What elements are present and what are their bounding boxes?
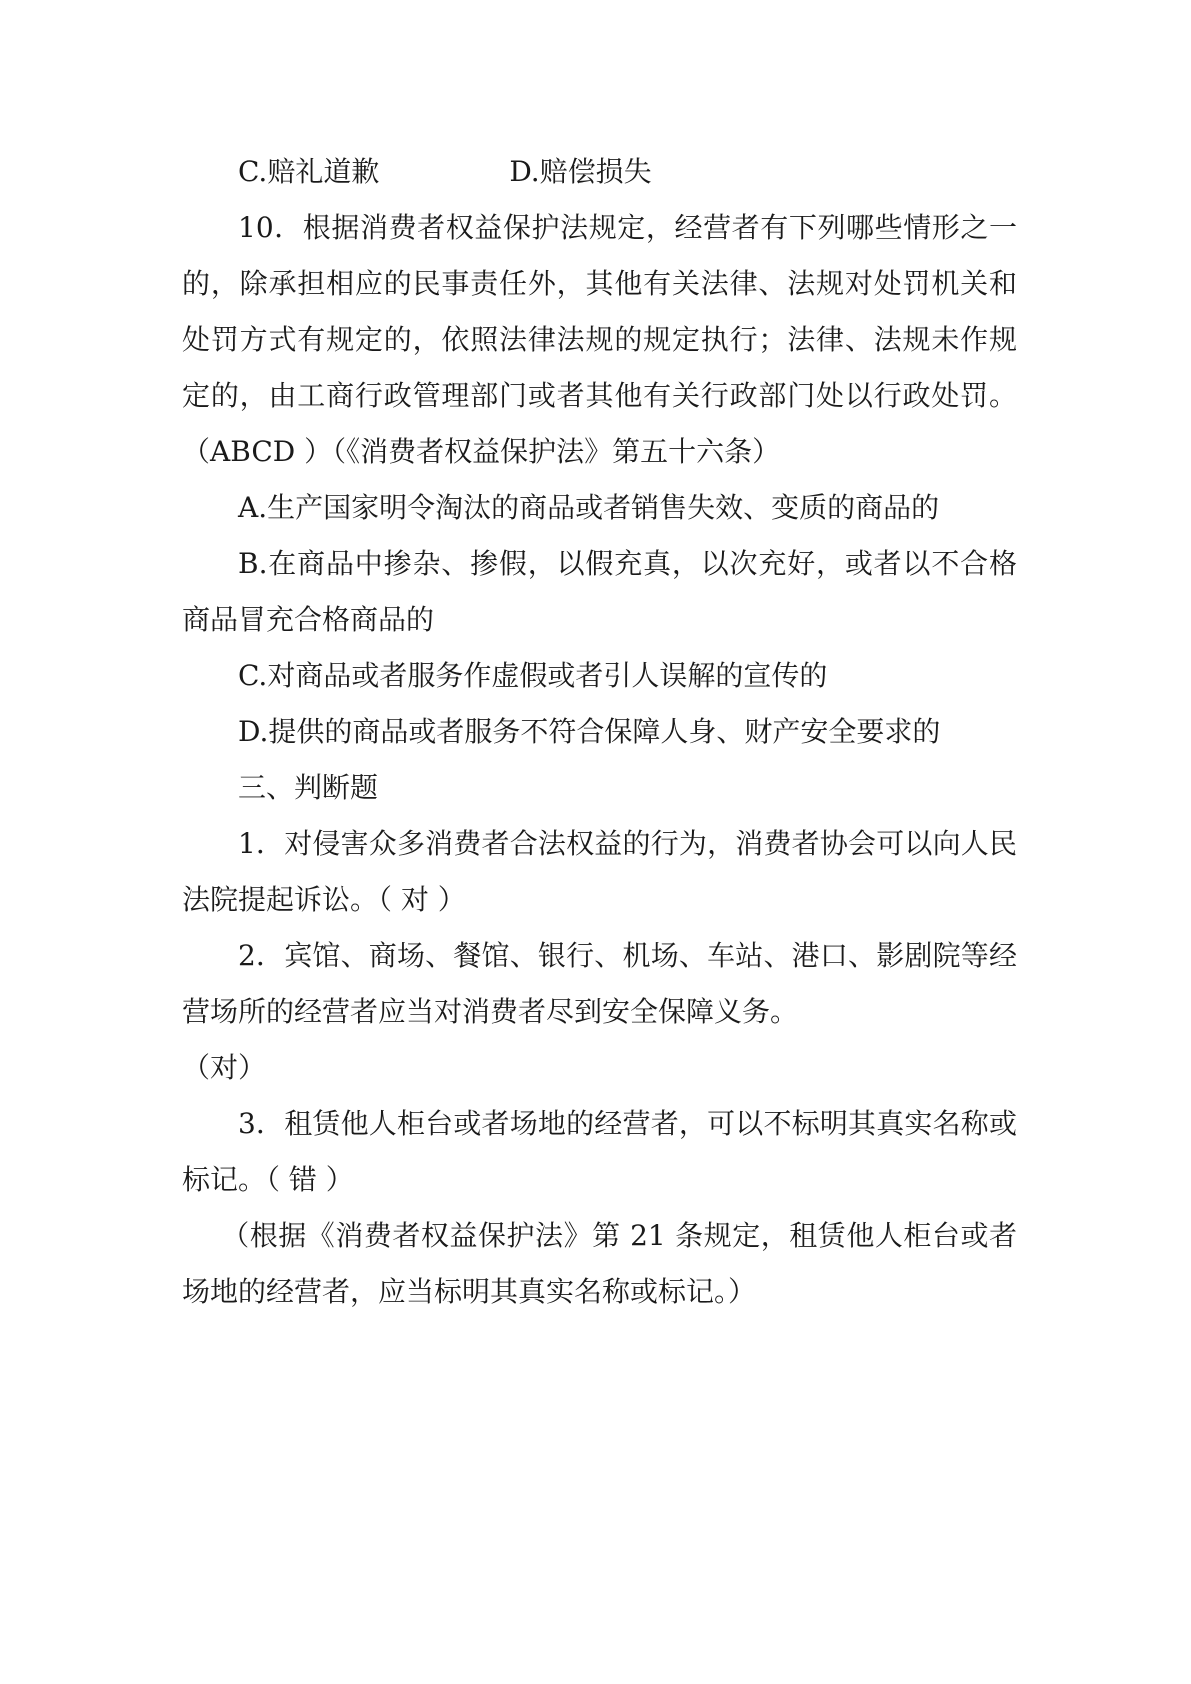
section-title-true-false: 三、判断题 (238, 771, 379, 804)
options-row-cd (182, 144, 1017, 200)
option-c-text: C.赔礼道歉 (238, 155, 380, 188)
true-false-item-3-note: （根据《消费者权益保护法》第 21 条规定，租赁他人柜台或者场地的经营者，应当标明其真实名称或标记。） (182, 1219, 1017, 1308)
true-false-item-2-answer: （对） (182, 1051, 267, 1084)
question-10-option-b: B.在商品中掺杂、掺假，以假充真，以次充好，或者以不合格商品冒充合格商品的 (182, 547, 1017, 636)
question-10-stem: 10．根据消费者权益保护法规定，经营者有下列哪些情形之一的，除承担相应的民事责任外，其他有关法律、法规对处罚机关和处罚方式有规定的，依照法律法规的规定执行；法律、法规未作规定的，由工商行政管理部门或者其他有关行政部门处以行政处罚。（ABCD ）（《消费者权益保护法》第五十六条） (182, 211, 1017, 468)
true-false-item-3: 3．租赁他人柜台或者场地的经营者，可以不标明其真实名称或标记。（ 错 ） (182, 1107, 1017, 1196)
document-body (182, 144, 1017, 1320)
option-d-text: D.赔偿损失 (509, 155, 652, 188)
question-10-option-d: D.提供的商品或者服务不符合保障人身、财产安全要求的 (238, 715, 941, 748)
true-false-item-2: 2．宾馆、商场、餐馆、银行、机场、车站、港口、影剧院等经营场所的经营者应当对消费者尽到安全保障义务。 (182, 939, 1017, 1028)
question-10-option-c: C.对商品或者服务作虚假或者引人误解的宣传的 (238, 659, 828, 692)
true-false-item-1: 1．对侵害众多消费者合法权益的行为，消费者协会可以向人民法院提起诉讼。（ 对 ） (182, 827, 1017, 916)
question-10-option-a: A.生产国家明令淘汰的商品或者销售失效、变质的商品的 (238, 491, 940, 524)
